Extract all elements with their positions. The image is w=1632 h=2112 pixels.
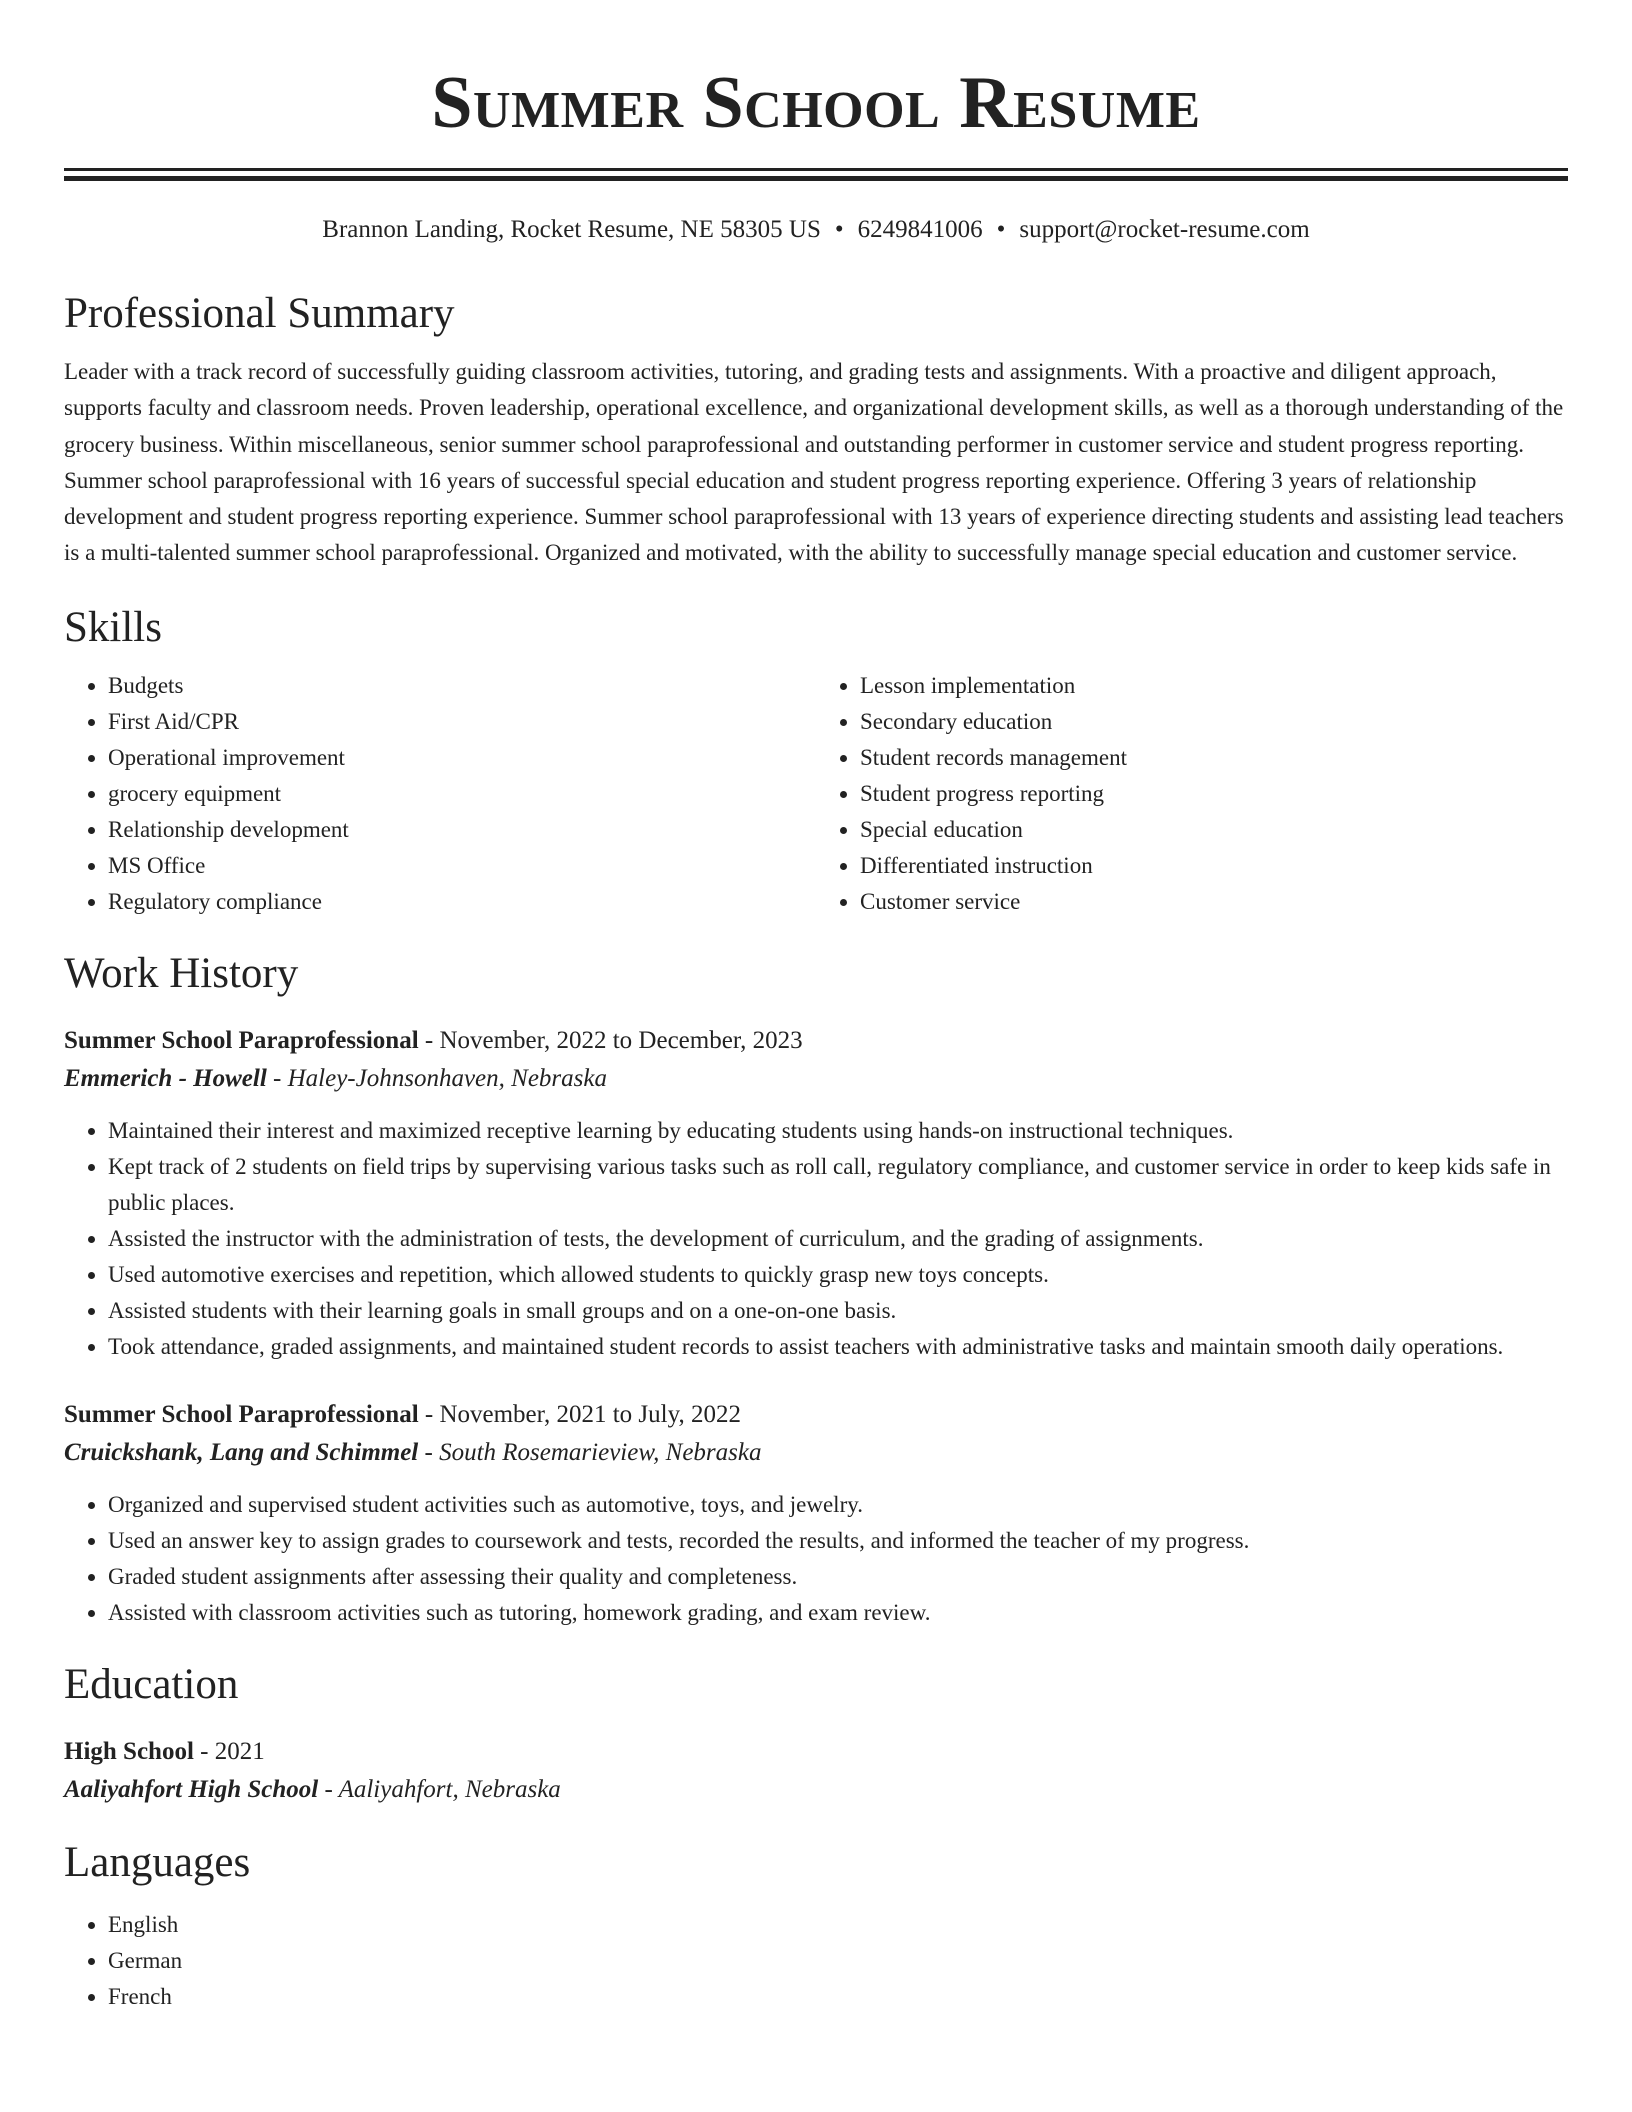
job-entry [64,1396,1568,1631]
skill-item: • Student records management [860,740,1568,776]
job-bullet: • Used automotive exercises and repetition, which allowed students to quickly grasp new toys concepts. [108,1257,1568,1293]
contact-email: support@rocket-resume.com [1019,216,1310,243]
skill-item: • Lesson implementation [860,668,1568,704]
job-dates: - November, 2021 to July, 2022 [418,1400,741,1428]
job-bullet: • Assisted the instructor with the administration of tests, the development of curriculum, and the grading of assignments. [108,1221,1568,1257]
skills-left-column [64,668,816,920]
job-header [64,1022,1568,1060]
skill-item: • Budgets [108,668,816,704]
skill-item: • Customer service [860,884,1568,920]
skills-right-column [816,668,1568,920]
job-company: Emmerich - Howell [64,1064,267,1092]
job-bullets [64,1113,1568,1365]
languages-heading: Languages [64,1838,251,1886]
job-bullet: • Graded student assignments after assessing their quality and completeness. [108,1559,1568,1595]
title-divider [64,168,1568,181]
language-item: • English [108,1907,1568,1943]
job-bullet: • Organized and supervised student activities such as automotive, toys, and jewelry. [108,1487,1568,1523]
contact-line [64,214,1568,246]
job-dates: - November, 2022 to December, 2023 [418,1026,803,1054]
job-header [64,1396,1568,1434]
education-year: - 2021 [193,1737,265,1765]
skill-item: • Differentiated instruction [860,848,1568,884]
skill-item: • grocery equipment [108,776,816,812]
education-school-line [64,1771,1568,1809]
education-school: Aaliyahfort High School [64,1775,319,1803]
job-bullet: • Took attendance, graded assignments, and maintained student records to assist teachers with administrative tasks and maintain smooth daily operations. [108,1329,1568,1365]
contact-separator: • [834,216,844,243]
language-item: • German [108,1943,1568,1979]
language-item: • French [108,1979,1568,2015]
skill-item: • Special education [860,812,1568,848]
education-degree-line [64,1733,1568,1771]
education-heading: Education [64,1660,239,1708]
work-history-heading: Work History [64,949,299,997]
job-bullets [64,1487,1568,1631]
job-employer [64,1434,1568,1472]
job-bullet: • Maintained their interest and maximized receptive learning by educating students using hands-on instructional techniques. [108,1113,1568,1149]
skill-item: • Relationship development [108,812,816,848]
education-location: - Aaliyahfort, Nebraska [318,1775,561,1803]
skill-item: • Secondary education [860,704,1568,740]
job-bullet: • Used an answer key to assign grades to coursework and tests, recorded the results, and informed the teacher of my progress. [108,1523,1568,1559]
job-bullet: • Assisted with classroom activities such as tutoring, homework grading, and exam review. [108,1595,1568,1631]
skill-item: • MS Office [108,848,816,884]
skill-item: • Regulatory compliance [108,884,816,920]
contact-address: Brannon Landing, Rocket Resume, NE 58305 US [322,216,821,243]
job-company: Cruickshank, Lang and Schimmel [64,1438,419,1466]
job-title: Summer School Paraprofessional [64,1026,419,1054]
job-entry [64,1022,1568,1365]
contact-separator: • [996,216,1006,243]
job-employer [64,1060,1568,1098]
job-location: - Haley-Johnsonhaven, Nebraska [266,1064,607,1092]
skills-list [64,668,1568,920]
skill-item: • Operational improvement [108,740,816,776]
job-title: Summer School Paraprofessional [64,1400,419,1428]
skills-heading: Skills [64,603,162,651]
skill-item: • First Aid/CPR [108,704,816,740]
summary-text: Leader with a track record of successfully guiding classroom activities, tutoring, and grading tests and assignments. With a proactive and diligent approach, supports faculty and classroom needs. Proven leadership, operational excellence, and organizational development skills, as well as a thorough understanding of the grocery business. Within miscellaneous, senior summer school paraprofessional and outstanding performer in customer service and student progress reporting. Summer school paraprofessional with 16 years of successful special education and student progress reporting experience. Offering 3 years of relationship development and student progress reporting experience. Summer school paraprofessional with 13 years of experience directing students and assisting lead teachers is a multi-talented summer school paraprofessional. Organized and motivated, with the ability to successfully manage special education and customer service. [64,359,1564,566]
job-bullet: • Kept track of 2 students on field trips by supervising various tasks such as roll call, regulatory compliance, and customer service in order to keep kids safe in public places. [108,1149,1568,1221]
contact-phone: 6249841006 [857,216,983,243]
summary-heading: Professional Summary [64,290,455,337]
resume-title: Summer School Resume [431,62,1201,144]
languages-list [64,1907,1568,2015]
job-bullet: • Assisted students with their learning goals in small groups and on a one-on-one basis. [108,1293,1568,1329]
skill-item: • Student progress reporting [860,776,1568,812]
education-degree: High School [64,1737,194,1765]
job-location: - South Rosemarieview, Nebraska [418,1438,762,1466]
